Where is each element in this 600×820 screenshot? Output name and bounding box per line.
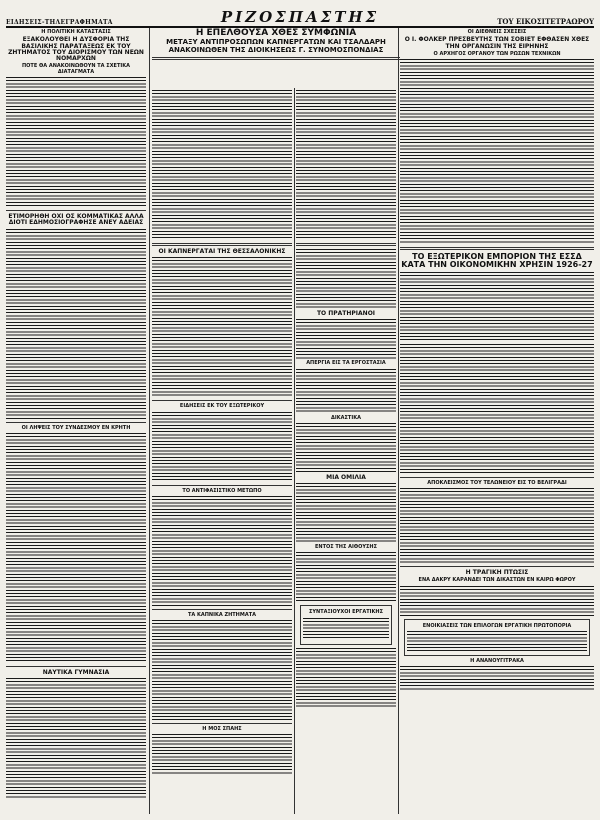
article-body <box>152 412 292 482</box>
article-body <box>6 229 146 419</box>
boxed-notice <box>300 605 392 644</box>
article-headline: ΤΑ ΚΑΠΝΙΚΑ ΖΗΤΗΜΑΤΑ <box>187 611 256 618</box>
article-subheadline: ΠΟΤΕ ΘΑ ΑΝΑΚΟΙΝΩΘΟΥΝ ΤΑ ΣΧΕΤΙΚΑ ΔΙΑΤΑΓΜΑΤΑ <box>22 63 130 75</box>
article-body <box>152 257 292 397</box>
article-body <box>152 734 292 774</box>
article-headline: ΕΞΑΚΟΛΟΥΘΕΙ Η ΔΥΣΦΟΡΙΑ ΤΗΣ ΒΑΣΙΛΙΚΗΣ ΠΑΡΑΤΑΞΕΩΣ ΕΚ ΤΟΥ ΖΗΤΗΜΑΤΟΣ ΤΟΥ ΔΙΟΡΙΣΜΟΥ ΤΩΝ ΝΕΩΝ ΝΟΜΑΡΧΩΝ <box>8 36 144 63</box>
article-headline: ΔΙΚΑΣΤΙΚΑ <box>331 414 361 421</box>
lead-subheadline-2: ΑΝΑΚΟΙΝΩΘΕΝ ΤΗΣ ΔΙΟΙΚΗΣΕΩΣ Γ. ΣΥΝΟΜΟΣΠΟΝΔΙΑΣ <box>168 46 384 54</box>
article-headline: Η ΜΟΣ ΣΠΑΗΣ <box>202 726 242 733</box>
article-body <box>400 488 594 563</box>
boxed-notice <box>404 619 590 656</box>
article-grid <box>6 28 594 814</box>
article-body <box>6 77 146 207</box>
newspaper-title: ΡΙΖΟΣΠΑΣΤΗΣ <box>220 8 380 26</box>
column-4 <box>400 28 594 814</box>
article-body <box>6 678 146 798</box>
article-body <box>296 369 396 414</box>
section-label: ΕΙΔΗΣΕΙΣ-ΤΗΛΕΓΡΑΦΗΜΑΤΑ <box>6 19 113 26</box>
article-body <box>152 90 292 240</box>
article-body <box>152 496 292 606</box>
article-body <box>296 319 396 359</box>
article-headline: Ο Ι. ΦΟΛΚΕΡ ΠΡΕΣΒΕΥΤΗΣ ΤΩΝ ΣΟΒΙΕΤ ΕΦΘΑΣΕΝ ΧΘΕΣ ΤΗΝ ΟΡΓΑΝΩΣΙΝ ΤΗΣ ΕΙΡΗΝΗΣ <box>404 36 590 50</box>
masthead <box>6 4 594 28</box>
article-body <box>296 483 396 543</box>
article-kicker: Η ΠΟΛΙΤΙΚΗ ΚΑΤΑΣΤΑΣΙΣ <box>41 29 111 35</box>
article-headline: ΤΟ ΑΝΤΙΦΑΣΙΣΤΙΚΟ ΜΕΤΩΠΟ <box>182 487 262 494</box>
article-body <box>400 272 594 342</box>
article-headline: ΑΠΟΚΛΕΙΣΜΟΣ ΤΟΥ ΤΕΛΩΝΕΙΟΥ ΕΙΣ ΤΟ ΒΕΛΙΓΡΑΔΙ <box>427 479 567 486</box>
column-1 <box>6 28 146 814</box>
article-headline: ΟΙ ΚΑΠΝΕΡΓΑΤΑΙ ΤΗΣ ΘΕΣΣΑΛΟΝΙΚΗΣ <box>158 248 286 255</box>
article-headline: ΕΝΑ ΔΑΚΡΥ ΚΑΡΑΝΔΕΙ ΤΩΝ ΔΙΚΑΣΤΩΝ ΕΝ ΚΑΙΡΩ ΦΩΡΟΥ <box>418 577 576 584</box>
article-headline: ΤΟ ΕΞΩΤΕΡΙΚΟΝ ΕΜΠΟΡΙΟΝ ΤΗΣ ΕΣΣΔ ΚΑΤΑ ΤΗΝ ΟΙΚΟΝΟΜΙΚΗΝ ΧΡΗΣΙΝ 1926-27 <box>401 252 593 270</box>
article-body <box>296 648 396 708</box>
lead-subheadline: ΜΕΤΑΞΥ ΑΝΤΙΠΡΟΣΩΠΩΝ ΚΑΠΝΕΡΓΑΤΩΝ ΚΑΙ ΤΣΑΛΔΑΡΗ <box>166 38 386 46</box>
article-body <box>152 620 292 720</box>
column-3 <box>296 88 396 814</box>
article-subheadline: Ο ΑΡΧΗΓΟΣ ΟΡΓΑΝΟΥ ΤΩΝ ΡΩΣΩΝ ΤΕΧΝΙΚΩΝ <box>433 50 561 57</box>
notice-title: ΕΝΟΙΚΙΑΣΕΙΣ ΤΩΝ ΕΠΙΛΟΓΩΝ ΕΡΓΑΤΙΚΗ ΠΡΩΤΟΠΟΡΙΑ <box>422 622 572 629</box>
article-headline: ΤΟ ΠΡΑΤΗΡΙΑΝΟΙ <box>316 310 376 317</box>
article-body <box>400 59 594 244</box>
article-headline: ΑΠΕΡΓΙΑ ΕΙΣ ΤΑ ΕΡΓΟΣΤΑΣΙΑ <box>306 360 386 367</box>
article-kicker: ΟΙ ΔΙΕΘΝΕΙΣ ΣΧΕΣΕΙΣ <box>467 29 527 35</box>
article-headline: ΕΤΙΜΟΡΗΘΗ ΟΧΙ ΟΣ ΚΟΜΜΑΤΙΚΑΣ ΑΛΛΑ ΔΙΟΤΙ ΕΔΗΜΟΣΙΟΓΡΑΦΗΣΕ ΑΝΕΥ ΑΔΕΙΑΣ <box>8 212 144 227</box>
section-subtitle: ΤΟΥ ΕΙΚΟΣΙΤΕΤΡΑΩΡΟΥ <box>497 17 594 26</box>
article-body <box>296 423 396 473</box>
article-headline: ΟΙ ΛΗΨΕΙΣ ΤΟΥ ΣΥΝΔΕΣΜΟΥ ΕΝ ΚΡΗΤΗ <box>21 424 131 431</box>
notice-body <box>303 618 389 640</box>
article-headline: Η ΑΝΑΝΟΥΓΙΤΡΑΚΑ <box>470 657 524 664</box>
article-body <box>400 666 594 691</box>
article-headline: ΝΑΥΤΙΚΑ ΓΥΜΝΑΣΙΑ <box>42 668 110 676</box>
lead-headline: Η ΕΠΕΛΘΟΥΣΑ ΧΘΕΣ ΣΥΜΦΩΝΙΑ <box>195 28 357 38</box>
article-body <box>296 90 396 240</box>
notice-title: ΣΥΝΤΑΞΙΟΥΧΟΙ ΕΡΓΑΤΙΚΗΣ <box>309 609 383 616</box>
article-body <box>296 249 396 309</box>
column-2 <box>152 88 292 814</box>
article-body <box>400 586 594 616</box>
article-headline: ΜΙΑ ΟΜΙΛΙΑ <box>326 473 366 481</box>
article-body <box>296 552 396 602</box>
article-headline: ΕΙΔΗΣΕΙΣ ΕΚ ΤΟΥ ΕΞΩΤΕΡΙΚΟΥ <box>179 403 265 410</box>
article-headline: ΕΝΤΟΣ ΤΗΣ ΑΙΘΟΥΣΗΣ <box>314 544 378 551</box>
lead-banner <box>152 28 400 63</box>
article-headline: Η ΤΡΑΓΙΚΗ ΠΤΩΣΙΣ <box>465 569 529 577</box>
notice-body <box>407 631 587 651</box>
article-body <box>6 433 146 663</box>
trade-table <box>400 344 594 474</box>
